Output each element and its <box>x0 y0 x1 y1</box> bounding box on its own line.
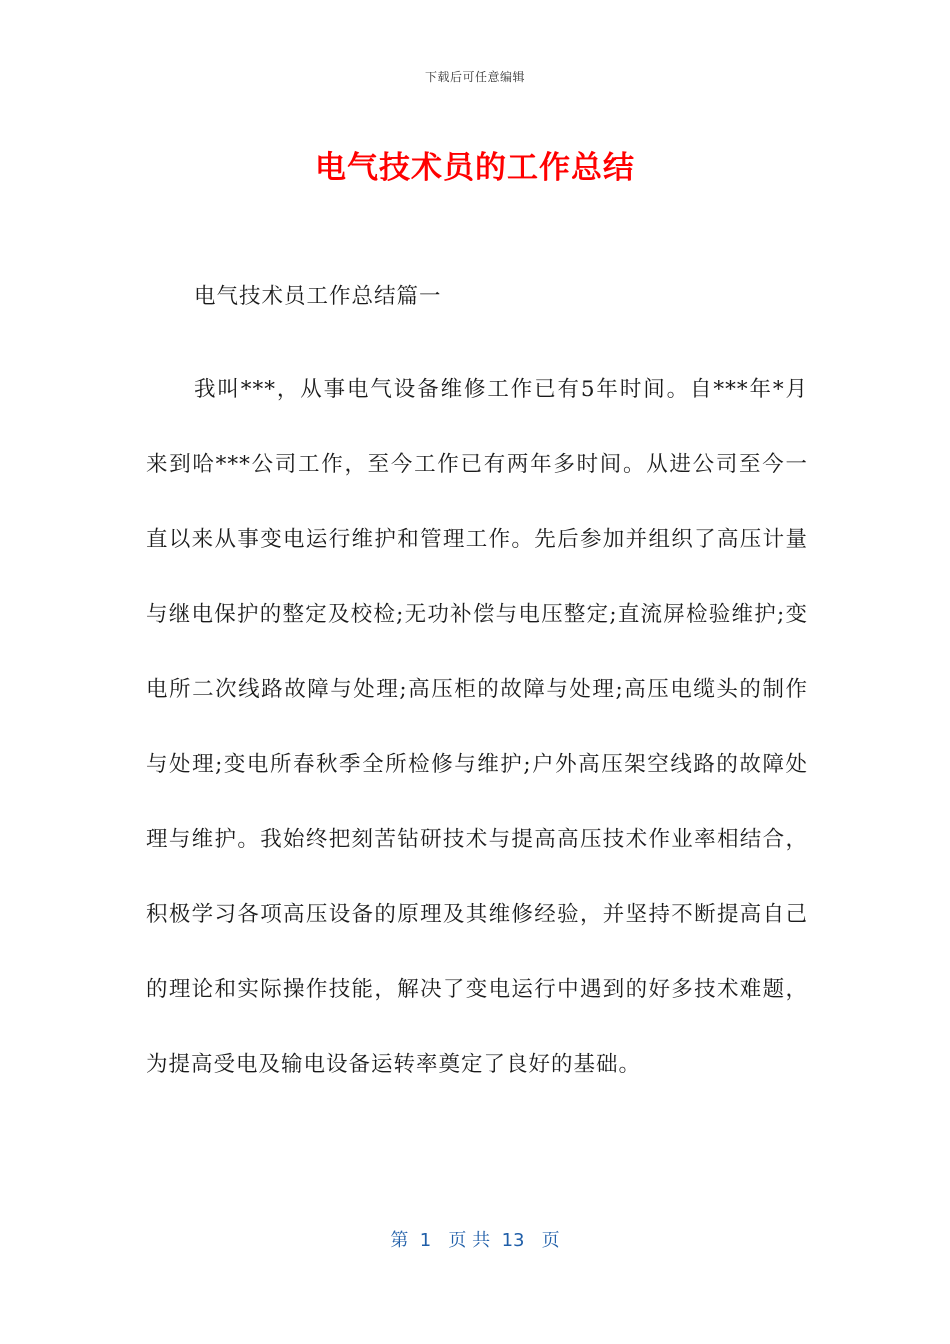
document-body <box>146 277 808 1102</box>
document-title: 电气技术员的工作总结 <box>315 150 635 186</box>
section-heading: 电气技术员工作总结篇一 <box>194 284 442 309</box>
body-paragraph: 我叫***，从事电气设备维修工作已有5年时间。自***年*月来到哈***公司工作，至今工作已有两年多时间。从进公司至今一直以来从事变电运行维护和管理工作。先后参加并组织了高压计量与继电保护的整定及校检;无功补偿与电压整定;直流屏检验维护;变电所二次线路故障与处理;高压柜的故障与处理;高压电缆头的制作与处理;变电所春秋季全所检修与维护;户外高压架空线路的故障处理与维护。我始终把刻苦钻研技术与提高高压技术作业率相结合，积极学习各项高压设备的原理及其维修经验，并坚持不断提高自己的理论和实际操作技能，解决了变电运行中遇到的好多技术难题，为提高受电及输电设备运转率奠定了良好的基础。 <box>146 377 808 1077</box>
page-number-footer: 第 1 页 共 13 页 <box>390 1230 560 1251</box>
header-note: 下载后可任意编辑 <box>424 70 525 84</box>
